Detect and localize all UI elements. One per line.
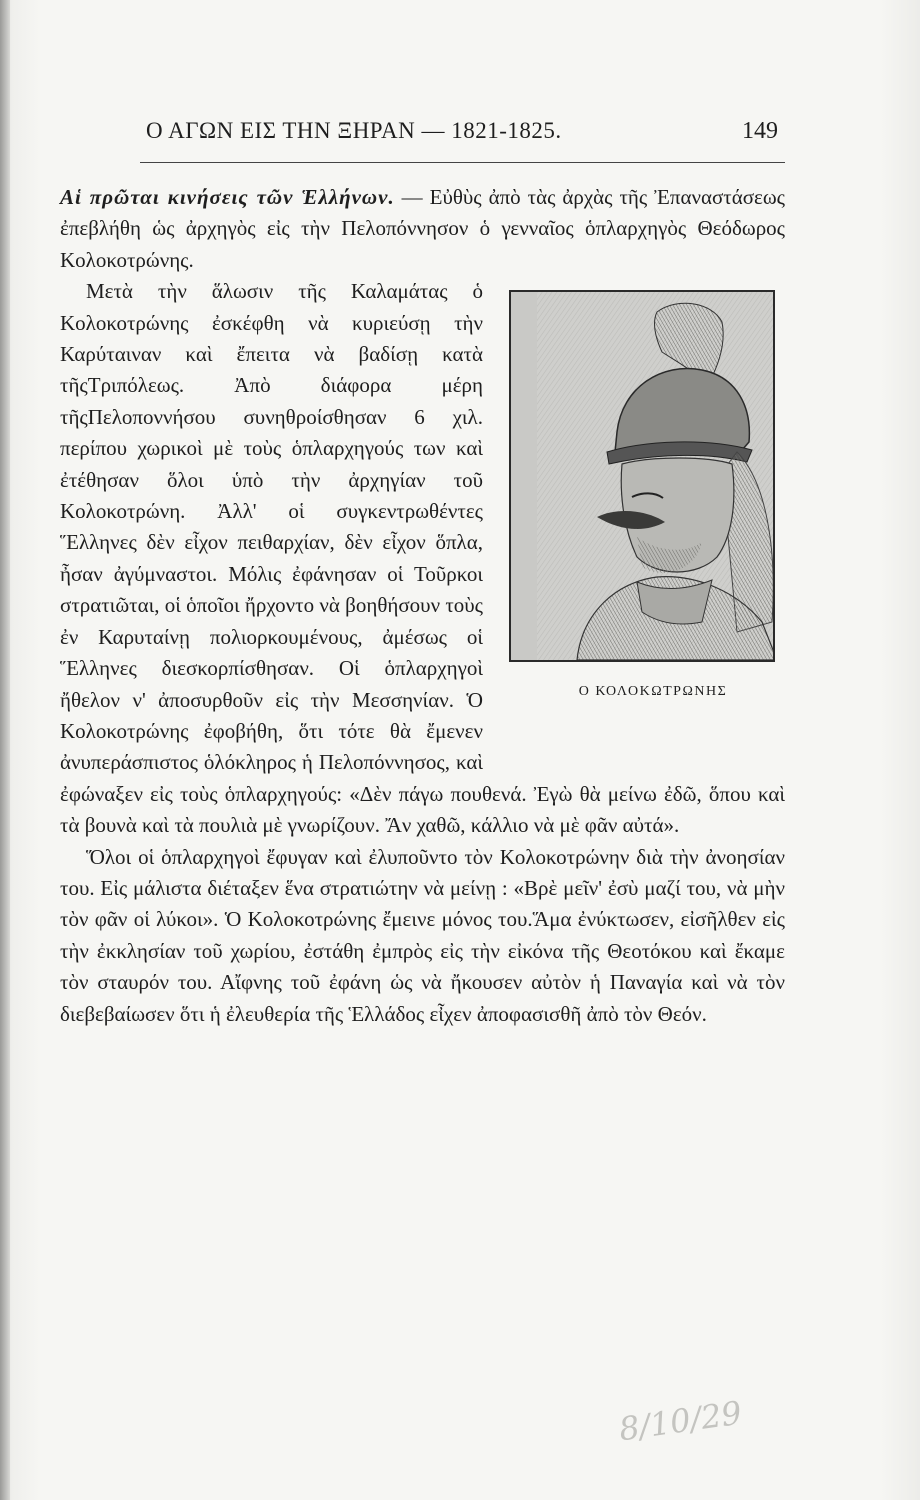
header-rule bbox=[140, 162, 785, 163]
paragraph-second bbox=[60, 276, 785, 841]
paragraph-first-text: — Εὐθὺς ἀπὸ τὰς ἀρχὰς τῆς Ἐπαναστάσεως ἐπεβλήθη ὡς ἀρχηγὸς εἰς τὴν Πελοπόννησον ὁ γενναῖος ὁπλαρχηγὸς Θεόδωρος Κολοκοτρώνης. bbox=[60, 185, 785, 272]
running-head bbox=[140, 118, 790, 158]
handwritten-margin-note: 8/10/29 bbox=[616, 1393, 745, 1449]
portrait-caption: Ο ΚΟΛΟΚΩΤΡΩΝΗΣ bbox=[578, 684, 728, 700]
page-spine-shadow bbox=[0, 0, 10, 1500]
kolokotronis-portrait-illustration bbox=[537, 292, 775, 660]
portrait-image bbox=[509, 290, 775, 662]
running-title: Ο ΑΓΩΝ ΕΙΣ ΤΗΝ ΞΗΡΑΝ — 1821-1825. bbox=[146, 118, 562, 143]
main-text bbox=[60, 182, 785, 1030]
paragraph-third: Ὅλοι οἱ ὁπλαρχηγοὶ ἔφυγαν καὶ ἐλυποῦντο τὸν Κολοκοτρώνην διὰ τὴν ἀνοησίαν του. Εἰς μάλιστα διέταξεν ἕνα στρατιώτην νὰ μείνῃ : «Βρὲ μεῖν' ἐσὺ μαζί του, νὰ μὴν τὸν φᾶν οἱ λύκοι». Ὁ Κολοκοτρώνης ἔμεινε μόνος του.Ἅμα ἐνύκτωσεν, εἰσῆλθεν εἰς τὴν ἐκκλησίαν τοῦ χωρίου, ἐστάθη ἐμπρὸς εἰς τὴν εἰκόνα τῆς Θεοτόκου καὶ ἔκαμε τὸν σταυρόν του. Αἴφνης τοῦ ἐφάνη ὡς νὰ ἤκουσεν αὐτὸν ἡ Παναγία καὶ νὰ τὸν διεβεβαίωσεν ὅτι ἡ ἐλευθερία τῆς Ἑλλάδος εἶχεν ἀποφασισθῆ ἀπὸ τὸν Θεόν. bbox=[60, 844, 785, 1026]
section-heading: Αἱ πρῶται κινήσεις τῶν Ἑλλήνων. bbox=[60, 185, 395, 209]
portrait-figure bbox=[495, 286, 785, 748]
paragraph-second-text: Μετὰ τὴν ἅλωσιν τῆς Καλαμάτας ὁ Κολοκοτρώνης ἐσκέφθη νὰ κυριεύσῃ τὴν Καρύταιναν καὶ ἔπειτα νὰ βαδίσῃ κατὰ τῆςΤριπόλεως. Ἀπὸ διάφορα μέρη τῆςΠελοποννήσου συνηθροίσθησαν 6 χιλ. περίπου χωρικοὶ μὲ τοὺς ὁπλαρχηγούς των καὶ ἐτέθησαν ὅλοι ὑπὸ τὴν ἀρχηγίαν τοῦ Κολοκοτρώνη. Ἀλλ' οἱ συγκεντρωθέντες Ἕλληνες δὲν εἶχον πειθαρχίαν, δὲν εἶχον ὅπλα, ἦσαν ἀγύμναστοι. Μόλις ἐφάνησαν οἱ Τοῦρκοι στρατιῶται, οἱ ὁποῖοι ἤρχοντο νὰ βοηθήσουν τοὺς ἐν Καρυταίνῃ πολιορκουμένους, ἀμέσως οἱ Ἕλληνες διεσκορπίσθησαν. Οἱ ὁπλαρχηγοὶ ἤθελον ν' ἀποσυρθοῦν εἰς τὴν Μεσσηνίαν. Ὁ Κολοκοτρώνης ἐφοβήθη, ὅτι τότε θὰ ἔμενεν ἀνυπεράσπιστος ὁλόκληρος ἡ Πελοπόννησος, καὶ ἐφώναξεν εἰς τοὺς ὁπλαρχηγούς: «Δὲν πάγω πουθενά. Ἐγὼ θὰ μείνω ἐδῶ, ὅπου καὶ τὰ βουνὰ καὶ τὰ πουλιὰ μὲ γνωρίζουν. Ἄν χαθῶ, κάλλιο νὰ μὲ φᾶν αὐτά». bbox=[60, 279, 785, 838]
page-number: 149 bbox=[742, 118, 778, 144]
paragraph-first bbox=[60, 182, 785, 276]
